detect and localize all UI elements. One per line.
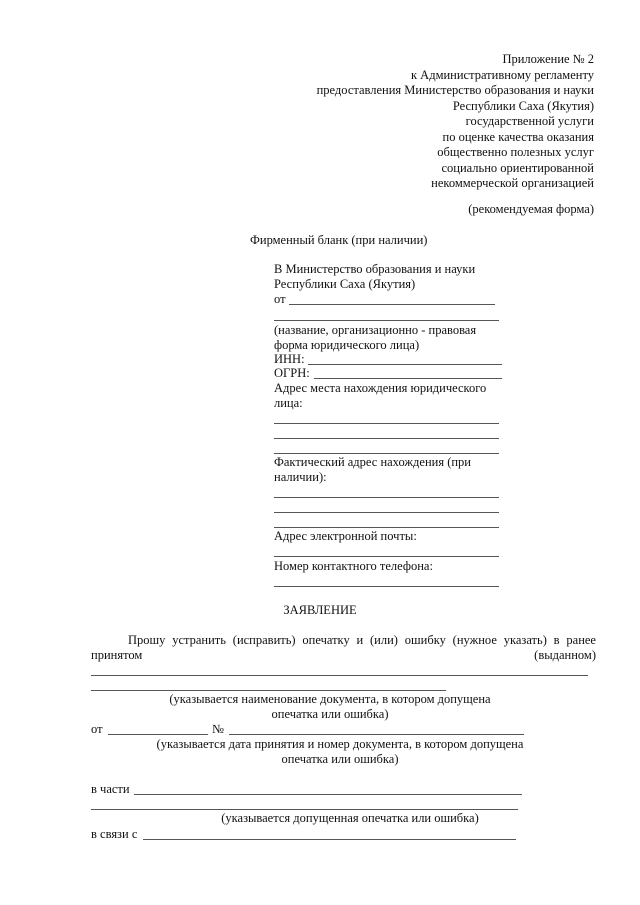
header-block [264,52,594,192]
header-line: государственной услуги [465,114,594,128]
email-field-line[interactable] [274,556,499,557]
legal-address-label-1: Адрес места нахождения юридического [274,381,487,395]
document-name-line[interactable] [91,690,446,691]
number-field-line[interactable] [229,734,524,735]
legal-address-label-2: лица: [274,396,303,410]
in-part-field-line[interactable] [134,794,522,795]
document-name-note-2: опечатка или ошибка) [271,707,389,721]
header-line: предоставления Министерство образования и науки [316,83,594,97]
in-part-label: в части [91,782,130,796]
header-line: Приложение № 2 [502,52,594,66]
date-from-label: от [91,722,103,736]
header-line: социально ориентированной [441,160,594,175]
legal-address-line[interactable] [274,423,499,424]
phone-label: Номер контактного телефона: [274,559,433,573]
date-number-note-2: опечатка или ошибка) [281,752,399,766]
ogrn-field-line[interactable] [314,378,502,379]
inn-field-line[interactable] [308,364,502,365]
date-field-line[interactable] [108,734,208,735]
addressee-line-2: Республики Саха (Якутия) [274,277,416,291]
header-line: общественно полезных услуг [437,145,594,159]
request-word-left: принятом [91,648,143,662]
in-part-field-line[interactable] [91,809,518,810]
header-line: к Административному регламенту [410,67,594,82]
inn-label: ИНН: [274,352,305,366]
phone-field-line[interactable] [274,586,499,587]
number-label: № [212,722,224,736]
actual-address-line[interactable] [274,497,499,498]
form-note: (рекомендуемая форма) [468,202,594,216]
org-note-1: (название, организационно - правовая [274,323,477,337]
actual-address-line[interactable] [274,527,499,528]
document-title: ЗАЯВЛЕНИЕ [283,603,357,617]
header-line: Республики Саха (Якутия) [452,98,594,113]
due-to-field-line[interactable] [143,839,516,840]
org-name-line[interactable] [274,320,499,321]
document-name-note-1: (указывается наименование документа, в котором допущена [169,692,491,706]
legal-address-line[interactable] [274,453,499,454]
actual-address-label-1: Фактический адрес нахождения (при [274,455,471,469]
date-number-note-1: (указывается дата принятия и номер документа, в котором допущена [156,737,524,751]
header-line: по оценке качества оказания [442,129,594,144]
addressee-line-1: В Министерство образования и науки [274,262,476,276]
document-name-line[interactable] [91,675,588,676]
letterhead-label: Фирменный бланк (при наличии) [250,233,428,247]
request-word-right: (выданном) [534,648,596,662]
request-paragraph-line-1: Прошу устранить (исправить) опечатку и (или) ошибку (нужное указать) в ранее [128,633,596,647]
due-to-label: в связи с [91,827,138,841]
error-note: (указывается допущенная опечатка или ошибка) [221,811,479,825]
from-label: от [274,292,286,306]
ogrn-label: ОГРН: [274,366,310,380]
legal-address-line[interactable] [274,438,499,439]
from-field-line[interactable] [289,304,495,305]
org-note-2: форма юридического лица) [274,338,420,352]
header-line: некоммерческой организацией [431,176,594,190]
actual-address-line[interactable] [274,512,499,513]
email-label: Адрес электронной почты: [274,529,417,543]
actual-address-label-2: наличии): [274,470,327,484]
